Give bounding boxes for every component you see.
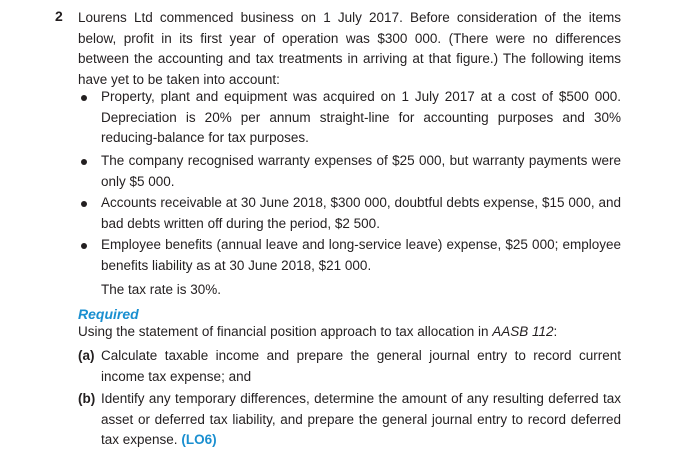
bullet-text: Accounts receivable at 30 June 2018, $300 000, doubtful debts expense, $15 000, and bad debts written off during the period, $2 500. xyxy=(101,195,621,231)
question-number: 2 xyxy=(55,8,63,24)
part-text: Identify any temporary differences, determine the amount of any resulting deferred tax asset or deferred tax liability, and prepare the general journal entry to record deferred tax expense. xyxy=(101,391,621,447)
part-label: (b) xyxy=(78,391,96,406)
required-heading: Required xyxy=(78,306,139,322)
question-intro: Lourens Ltd commenced business on 1 July 2017. Before consideration of the items below, profit in its first year of operation was $300 000. (There were no differences between the accounting and tax treatments in arriving at that figure.) The following items have yet to be taken into account: xyxy=(78,10,621,87)
bullet-text: Employee benefits (annual leave and long-service leave) expense, $25 000; employee benefits liability as at 30 June 2018, $21 000. xyxy=(101,237,621,273)
standard-reference: AASB 112 xyxy=(492,324,554,339)
bullet-dot-icon xyxy=(81,159,87,165)
tax-rate-note: The tax rate is 30%. xyxy=(101,282,222,297)
bullet-dot-icon xyxy=(81,243,87,249)
bullet-dot-icon xyxy=(81,95,87,101)
bullet-text: The company recognised warranty expenses of $25 000, but warranty payments were only $5 000. xyxy=(101,153,621,189)
required-intro xyxy=(78,322,557,343)
part-text: Calculate taxable income and prepare the general journal entry to record current income tax expense; and xyxy=(101,348,621,384)
learning-outcome-tag: (LO6) xyxy=(181,432,217,447)
bullet-dot-icon xyxy=(81,201,87,207)
required-intro-text: Using the statement of financial position approach to tax allocation in xyxy=(78,324,493,339)
part-label: (a) xyxy=(78,348,95,363)
required-intro-colon: : xyxy=(553,324,558,339)
bullet-text: Property, plant and equipment was acquired on 1 July 2017 at a cost of $500 000. Depreciation is 20% per annum straight-line for accounting purposes and 30% reducing-balance for tax purposes. xyxy=(101,89,621,145)
part-text-container xyxy=(101,389,621,451)
